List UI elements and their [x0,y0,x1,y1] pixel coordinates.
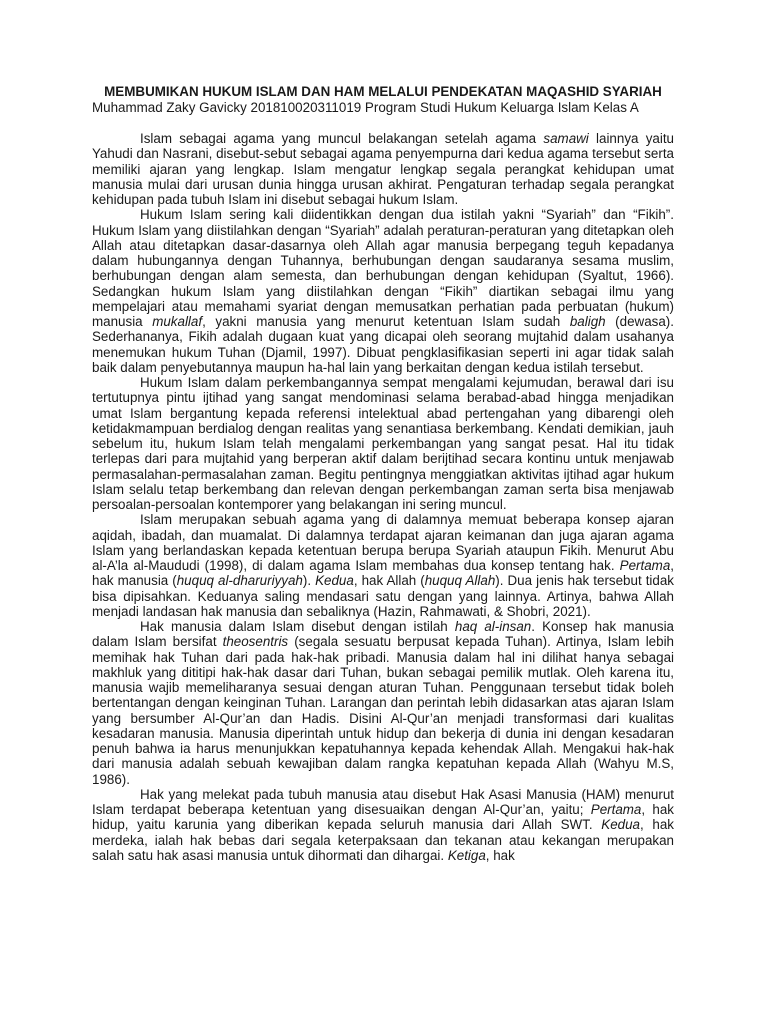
document-content [92,84,674,863]
text-run: , hak merdeka, ialah hak bebas dari segala keterpaksaan dan tekanan atau kekangan merupakan salah satu hak asasi manusia untuk dihormati dan dihargai. [92,817,674,863]
body-paragraph [92,787,674,863]
italic-term: Pertama [590,802,642,817]
text-run: (dewasa). Sederhananya, Fikih adalah dugaan kuat yang dicapai oleh seorang mujtahid dalam usahanya menemukan hukum Tuhan (Djamil, 1997). Dibuat pengklasifikasian seperti ini agar tidak salah baik dalam penyebutannya maupun ha-hal lain yang berkaitan dengan kedua istilah tersebut. [92,314,674,375]
italic-term: mukallaf [152,314,203,329]
text-run: ). Dua jenis hak tersebut tidak bisa dipisahkan. Keduanya saling mendasari satu dengan yang lainnya. Artinya, bahwa Allah menjadi landasan hak manusia dan sebaliknya (Hazin, Rahmawati, & Shobri, 2021). [92,573,674,619]
text-run: , hak manusia ( [92,558,674,589]
text-run: , yakni manusia yang menurut ketentuan Islam sudah [202,314,570,329]
body-paragraph [92,375,674,512]
text-run: Hak manusia dalam Islam disebut dengan istilah [140,619,455,634]
italic-term: theosentris [222,634,289,650]
text-run: , hak [485,847,515,863]
text-run: , hak Allah ( [353,573,425,589]
italic-term: samawi [543,131,589,146]
body-paragraph [92,207,674,375]
italic-term: Ketiga [447,847,486,863]
text-run: (segala sesuatu berpusat kepada Tuhan). Artinya, Islam lebih memihak hak Tuhan dari pada hak-hak pribadi. Manusia dalam hal ini dilihat hanya sebagai makhluk yang dititipi hak-hak dasar dari Tuhan, bukan sebagai pemilik mutlak. Oleh karena itu, manusia wajib memeliharanya sesuai dengan aturan Tuhan. Penggunaan tersebut tidak boleh bertentangan dengan keinginan Tuhan. Larangan dan perintah lebih didasarkan atas ajaran Islam yang bersumber Al-Qur’an dan Hadis. Disini Al-Qur’an menjadi transformasi dari kualitas kesadaran manusia. Manusia diperintah untuk hidup dan bekerja di dunia ini dengan kesadaran penuh bahwa ia harus menunjukkan kepatuhannya kepada kehendak Allah. Mengakui hak-hak dari manusia adalah sebuah kewajiban dalam rangka kepatuhan kepada Allah (Wahyu M.S, 1986). [92,634,674,787]
italic-term: baligh [569,314,606,329]
text-run: lainnya yaitu Yahudi dan Nasrani, disebut-sebut sebagai agama penyempurna dari kedua agama tersebut serta memiliki ajaran yang lengkap. Islam mengatur lengkap segala perangkat kehidupan umat manusia mulai dari urusan dunia hingga urusan akhirat. Pengaturan terhadap segala perangkat kehidupan pada tubuh Islam ini disebut sebagai hukum Islam. [92,131,674,207]
text-run: ). [302,573,316,589]
italic-term: huquq al-dharuriyyah [176,573,303,589]
body-paragraph [92,512,674,619]
text-run: Hukum Islam sering kali diidentikkan dengan dua istilah yakni “Syariah” dan “Fikih”. Hukum Islam yang diistilahkan dengan “Syariah” adalah peraturan-peraturan yang ditetapkan oleh Allah atau ditetapkan dasar-dasarnya oleh Allah agar manusia berpegang teguh kepadanya dalam hubungannya dengan Tuhannya, berhubungan dengan saudaranya sesama muslim, berhubungan dengan alam semesta, dan berhubungan dengan kehidupan (Syaltut, 1966). Sedangkan hukum Islam yang diistilahkan dengan “Fikih” diartikan sebagai ilmu yang mempelajari atau memahami syariat dengan memusatkan perhatian pada perbuatan (hukum) manusia [92,207,674,329]
text-run: Hukum Islam dalam perkembangannya sempat mengalami kejumudan, berawal dari isu tertutupnya pintu ijtihad yang sangat mendominasi selama berabad-abad hingga menjadikan umat Islam bergantung kepada referensi intelektual abad pertengahan yang dibarengi oleh ketidakmampuan berdialog dengan realitas yang senantiasa berkembang. Kendati demikian, jauh sebelum itu, hukum Islam telah mengalami perkembangan yang sangat pesat. Hal itu tidak terlepas dari para mujtahid yang berperan aktif dalam berijtihad secara kontinu untuk menjawab permasalahan-permasalahan zaman. Begitu pentingnya menggiatkan aktivitas ijtihad agar hukum Islam selalu tetap berkembang dan relevan dengan perkembangan zaman serta bisa menjawab persoalan-persoalan kontemporer yang belakangan ini sering muncul. [92,375,674,512]
document-body [92,131,674,863]
italic-term: Pertama [619,558,671,573]
document-title: MEMBUMIKAN HUKUM ISLAM DAN HAM MELALUI PENDEKATAN MAQASHID SYARIAH [104,84,662,99]
italic-term: huquq Allah [424,573,496,589]
body-paragraph [92,619,674,787]
italic-term: Kedua [601,817,641,833]
italic-term: haq al-insan [454,619,532,634]
author-line: Muhammad Zaky Gavicky 201810020311019 Program Studi Hukum Keluarga Islam Kelas A [92,100,639,115]
body-paragraph [92,131,674,207]
text-run: Hak yang melekat pada tubuh manusia atau disebut Hak Asasi Manusia (HAM) menurut Islam terdapat beberapa ketentuan yang disesuaikan dengan Al-Qur’an, yaitu; [92,786,674,817]
text-run: . Konsep hak manusia dalam Islam bersifat [92,619,674,650]
text-run: , hak hidup, yaitu karunia yang diberikan kepada seluruh manusia dari Allah SWT. [92,802,674,833]
text-run: Islam sebagai agama yang muncul belakangan setelah agama [140,131,544,146]
text-run: Islam merupakan sebuah agama yang di dalamnya memuat beberapa konsep ajaran aqidah, ibadah, dan muamalat. Di dalamnya terdapat ajaran keimanan dan juga ajaran agama Islam yang berlandaskan kepada ketentuan berupa berupa Syariah ataupun Fikih. Menurut Abu al-A’la al-Maududi (1998), di dalam agama Islam membahas dua konsep tentang hak. [92,512,674,573]
italic-term: Kedua [315,573,354,589]
